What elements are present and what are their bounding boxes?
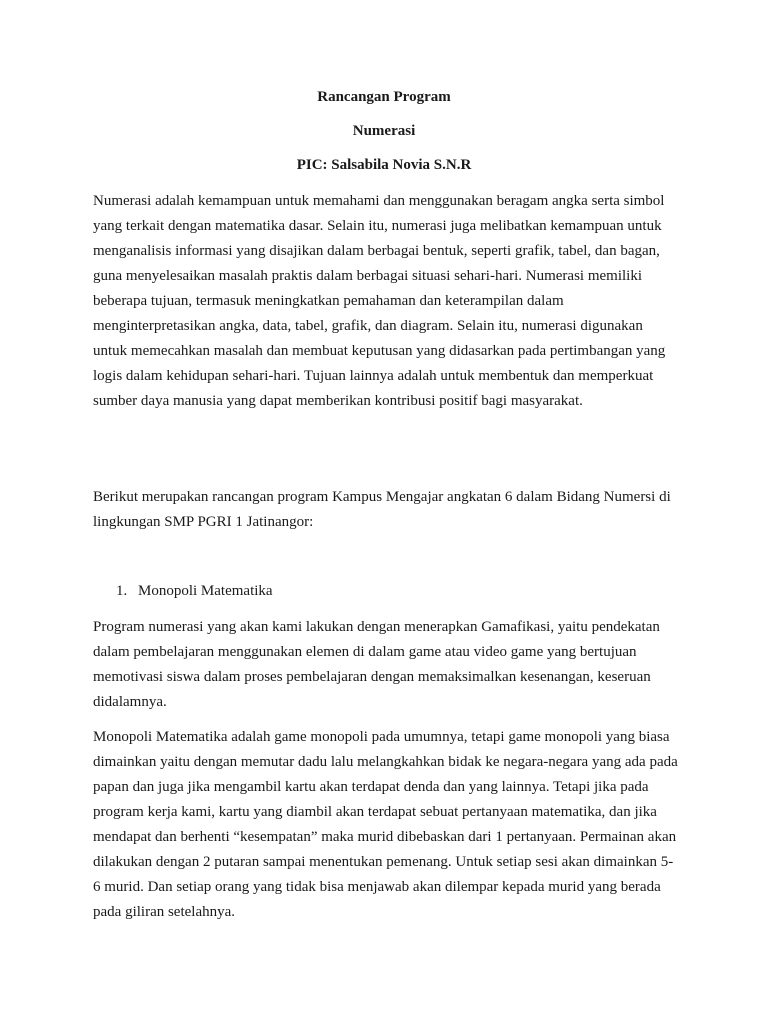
document-pic: PIC: Salsabila Novia S.N.R — [296, 157, 472, 173]
list-item — [116, 580, 273, 602]
intro-paragraph: Numerasi adalah kemampuan untuk memahami dan menggunakan beragam angka serta simbol yang terkait dengan matematika dasar. Selain itu, numerasi juga melibatkan kemampuan untuk menganalisis informasi yang disajikan dalam berbagai bentuk, seperti grafik, tabel, dan bagan, guna menyelesaikan masalah praktis dalam berbagai situasi sehari-hari. Numerasi memiliki beberapa tujuan, termasuk meningkatkan pemahaman dan keterampilan dalam menginterpretasikan angka, data, tabel, grafik, dan diagram. Selain itu, numerasi digunakan untuk memecahkan masalah dan membuat keputusan yang didasarkan pada pertimbangan yang logis dalam kehidupan sehari-hari. Tujuan lainnya adalah untuk membentuk dan memperkuat sumber daya manusia yang dapat memberikan kontribusi positif bagi masyarakat. — [93, 193, 666, 409]
program-intro-paragraph: Berikut merupakan rancangan program Kampus Mengajar angkatan 6 dalam Bidang Numersi di lingkungan SMP PGRI 1 Jatinangor: — [93, 489, 671, 530]
document-subtitle: Numerasi — [352, 123, 416, 139]
list-item-number: 1. — [116, 583, 128, 599]
monopoly-description-paragraph: Monopoli Matematika adalah game monopoli pada umumnya, tetapi game monopoli yang biasa dimainkan yaitu dengan memutar dadu lalu melangkahkan bidak ke negara-negara yang ada pada papan dan juga jika mengambil kartu akan terdapat denda dan yang lainnya. Tetapi jika pada program kerja kami, kartu yang diambil akan terdapat sebuat pertanyaan matematika, dan jika mendapat dan berhenti “kesempatan” maka murid dibebaskan dari 1 pertanyaan. Permainan akan dilakukan dengan 2 putaran sampai menentukan pemenang. Untuk setiap sesi akan dimainkan 5-6 murid. Dan setiap orang yang tidak bisa menjawab akan dilempar kepada murid yang berada pada giliran setelahnya. — [93, 729, 678, 920]
document-title: Rancangan Program — [317, 89, 451, 105]
list-item-text: Monopoli Matematika — [138, 583, 273, 599]
gamification-paragraph: Program numerasi yang akan kami lakukan dengan menerapkan Gamafikasi, yaitu pendekatan dalam pembelajaran menggunakan elemen di dalam game atau video game yang bertujuan memotivasi siswa dalam proses pembelajaran dengan memaksimalkan kesenangan, keseruan didalamnya. — [93, 619, 660, 710]
